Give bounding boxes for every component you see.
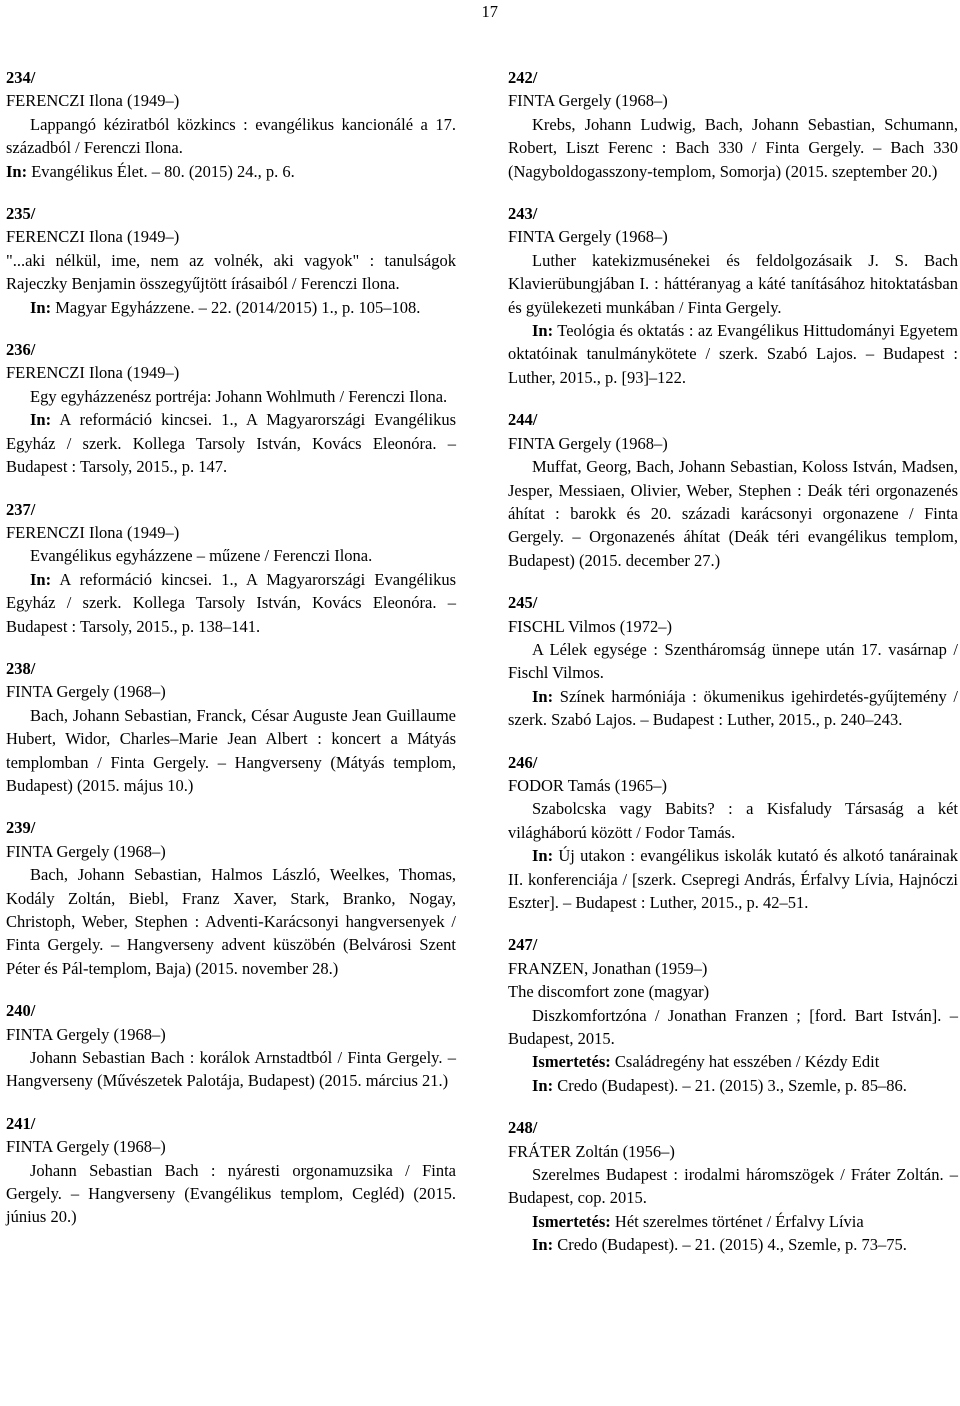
entry-number: 235/ (6, 204, 36, 224)
entry-author: FODOR Tamás (1965–) (508, 775, 667, 795)
bibliography-entry (6, 202, 456, 319)
entry-line-label: In: (30, 297, 52, 317)
entry-author: FINTA Gergely (1968–) (6, 841, 166, 861)
right-column (508, 66, 958, 1276)
entry-line-label: In: (30, 410, 52, 430)
entry-number: 237/ (6, 499, 36, 519)
entry-line-text: Lappangó kéziratból közkincs : evangélikus kancionálé a 17. századból / Ferenczi Ilona. (6, 114, 456, 158)
entry-line-text: Luther katekizmusénekei és feldolgozásaik J. S. Bach Klavierübungjában I. : háttéranyag a káté tanításához hitoktatásban és gyülekezeti munkában / Finta Gergely. (508, 250, 958, 317)
entry-author: FERENCZI Ilona (1949–) (6, 363, 180, 383)
bibliography-entry (508, 408, 958, 572)
entry-line-text: A reformáció kincsei. 1., A Magyarországi Evangélikus Egyház / szerk. Kollega Tarsoly István, Kovács Eleonóra. – Budapest : Tarsoly, 2015., p. 147. (6, 410, 456, 477)
entry-number: 244/ (508, 410, 538, 430)
entry-line (508, 685, 958, 732)
entry-line-text: Családregény hat esszében / Kézdy Edit (610, 1052, 880, 1072)
entry-line (6, 1159, 456, 1229)
bibliography-entry (6, 498, 456, 638)
entry-line (508, 980, 958, 1003)
entry-line-label: In: (532, 846, 554, 866)
entry-number: 236/ (6, 340, 36, 360)
entry-line-text: Hét szerelmes történet / Érfalvy Lívia (610, 1211, 864, 1231)
entry-line-text: Credo (Budapest). – 21. (2015) 4., Szemle, p. 73–75. (553, 1235, 907, 1255)
entry-line-text: The discomfort zone (magyar) (508, 982, 710, 1002)
entry-line-text: Johann Sebastian Bach : nyáresti orgonamuzsika / Finta Gergely. – Hangverseny (Evangélikus templom, Cegléd) (2015. június 20.) (6, 1160, 456, 1227)
entry-line-text: Bach, Johann Sebastian, Franck, César Auguste Jean Guillaume Hubert, Widor, Charles–Marie Jean Albert : koncert a Mátyás templomban / Finta Gergely. – Hangverseny (Mátyás templom, Budapest) (2015. május 10.) (6, 705, 456, 795)
entry-line-text: "...aki nélkül, ime, nem az volnék, aki vagyok" : tanulságok Rajeczky Benjamin összegyűjtött írásaiból / Ferenczi Ilona. (6, 250, 456, 294)
entry-line (508, 113, 958, 183)
entry-line (6, 1046, 456, 1093)
entry-line-text: Teológia és oktatás : az Evangélikus Hittudományi Egyetem oktatóinak tanulmánykötete / szerk. Szabó Lajos. – Budapest : Luther, 2015., p. [93]–122. (508, 321, 958, 387)
entry-line-label: Ismertetés: (532, 1052, 611, 1072)
entry-line-text: Krebs, Johann Ludwig, Bach, Johann Sebastian, Schumann, Robert, Liszt Ferenc : Bach 330 / Finta Gergely. – Bach 330 (Nagyboldogasszony-templom, Somorja) (2015. szeptember 20.) (508, 114, 958, 181)
entry-author: FINTA Gergely (1968–) (6, 1137, 166, 1157)
entry-author: FERENCZI Ilona (1949–) (6, 522, 180, 542)
bibliography-entry (6, 1112, 456, 1229)
entry-line-text: Szerelmes Budapest : irodalmi háromszögek / Fráter Zoltán. – Budapest, cop. 2015. (508, 1165, 958, 1208)
bibliography-entry (508, 1116, 958, 1256)
entry-line-label: In: (532, 686, 554, 706)
entry-number: 239/ (6, 818, 36, 838)
entry-line (6, 160, 456, 183)
entry-line-text: A Lélek egysége : Szentháromság ünnepe után 17. vasárnap / Fischl Vilmos. (508, 639, 958, 683)
bibliography-entry (508, 933, 958, 1097)
entry-line (508, 1074, 958, 1097)
entry-line-text: Magyar Egyházzene. – 22. (2014/2015) 1., p. 105–108. (51, 297, 421, 317)
entry-author: FERENCZI Ilona (1949–) (6, 227, 180, 247)
entry-line (508, 1210, 958, 1233)
entry-author: FINTA Gergely (1968–) (508, 433, 668, 453)
entry-line (508, 249, 958, 319)
entry-line-text: Evangélikus Élet. – 80. (2015) 24., p. 6. (27, 161, 295, 181)
bibliography-entry (508, 751, 958, 915)
entry-number: 242/ (508, 68, 538, 87)
bibliography-entry (6, 999, 456, 1093)
bibliography-entry (508, 591, 958, 731)
entry-line (6, 408, 456, 478)
entry-number: 238/ (6, 658, 36, 678)
bibliography-entry (6, 816, 456, 980)
left-column (6, 66, 456, 1248)
bibliography-entry (6, 338, 456, 478)
entry-number: 241/ (6, 1113, 36, 1133)
entry-line-text: Evangélikus egyházzene – műzene / Ferenczi Ilona. (30, 546, 373, 566)
entry-author: FINTA Gergely (1968–) (6, 1024, 166, 1044)
bibliography-entry (508, 202, 958, 389)
entry-author: FRANZEN, Jonathan (1959–) (508, 958, 708, 978)
entry-line-text: Credo (Budapest). – 21. (2015) 3., Szemle, p. 85–86. (553, 1075, 907, 1095)
entry-line (508, 455, 958, 572)
entry-line (6, 704, 456, 798)
entry-line-text: Egy egyházzenész portréja: Johann Wohlmuth / Ferenczi Ilona. (30, 386, 448, 406)
entry-author: FRÁTER Zoltán (1956–) (508, 1141, 675, 1161)
entry-line (6, 544, 456, 567)
bibliography-entry (6, 66, 456, 183)
entry-author: FINTA Gergely (1968–) (508, 91, 668, 111)
entry-line (508, 797, 958, 844)
entry-line-label: In: (532, 321, 554, 341)
entry-number: 245/ (508, 593, 538, 613)
entry-number: 247/ (508, 935, 538, 955)
entry-line (6, 385, 456, 408)
entry-number: 243/ (508, 204, 538, 224)
entry-author: FISCHL Vilmos (1972–) (508, 616, 673, 636)
entry-line-text: Johann Sebastian Bach : korálok Arnstadtból / Finta Gergely. – Hangverseny (Művészetek Palotája, Budapest) (2015. március 21.) (6, 1048, 456, 1091)
page-number: 17 (481, 2, 498, 21)
entry-line-label: In: (532, 1235, 554, 1255)
entry-line (6, 249, 456, 296)
bibliography-entry (508, 66, 958, 183)
entry-line (508, 1004, 958, 1051)
entry-line-text: Új utakon : evangélikus iskolák kutató és alkotó tanárainak II. konferenciája / [szerk. Csepregi András, Érfalvy Lívia, Hajnóczi Eszter]. – Budapest : Luther, 2015., p. 42–51. (508, 846, 958, 912)
entry-line (508, 1163, 958, 1210)
entry-line-text: Színek harmóniája : ökumenikus igehirdetés-gyűjtemény / szerk. Szabó Lajos. – Budapest : Luther, 2015., p. 240–243. (508, 686, 958, 730)
entry-line (6, 568, 456, 638)
entry-line (508, 1233, 958, 1256)
entry-number: 234/ (6, 68, 36, 87)
entry-line (508, 844, 958, 914)
entry-line-label: In: (6, 161, 28, 181)
entry-number: 246/ (508, 752, 538, 772)
entry-line (6, 296, 456, 319)
entry-line (508, 319, 958, 389)
entry-line (6, 863, 456, 980)
entry-line (6, 113, 456, 160)
entry-line-text: Bach, Johann Sebastian, Halmos László, Weelkes, Thomas, Kodály Zoltán, Biebl, Franz Xaver, Stark, Branko, Nogay, Christoph, Weber, Stephen : Adventi-Karácsonyi hangversenyek / Finta Gergely. – Hangverseny advent küszöbén (Belvárosi Szent Péter és Pál-templom, Baja) (2015. november 28.) (6, 865, 456, 978)
entry-number: 240/ (6, 1001, 36, 1021)
entry-author: FINTA Gergely (1968–) (6, 682, 166, 702)
entry-line-label: Ismertetés: (532, 1211, 611, 1231)
entry-line (508, 1050, 958, 1073)
entry-line-text: Diszkomfortzóna / Jonathan Franzen ; [ford. Bart István]. – Budapest, 2015. (508, 1005, 958, 1049)
entry-line-text: Szabolcska vagy Babits? : a Kisfaludy Társaság a két világháború között / Fodor Tamás. (508, 799, 958, 842)
entry-line-label: In: (532, 1075, 554, 1095)
entry-author: FERENCZI Ilona (1949–) (6, 91, 180, 111)
entry-line-text: Muffat, Georg, Bach, Johann Sebastian, Koloss István, Madsen, Jesper, Messiaen, Olivier, Weber, Stephen : Deák téri orgonazenés áhítat : barokk és 20. századi karácsonyi orgonazene / Finta Gergely. – Orgonazenés áhítat (Deák téri evangélikus templom, Budapest) (2015. december 27.) (508, 457, 958, 570)
entry-number: 248/ (508, 1118, 538, 1138)
entry-line-text: A reformáció kincsei. 1., A Magyarországi Evangélikus Egyház / szerk. Kollega Tarsoly István, Kovács Eleonóra. – Budapest : Tarsoly, 2015., p. 138–141. (6, 569, 456, 636)
bibliography-entry (6, 657, 456, 797)
entry-author: FINTA Gergely (1968–) (508, 227, 668, 247)
entry-line (508, 638, 958, 685)
entry-line-label: In: (30, 569, 52, 589)
